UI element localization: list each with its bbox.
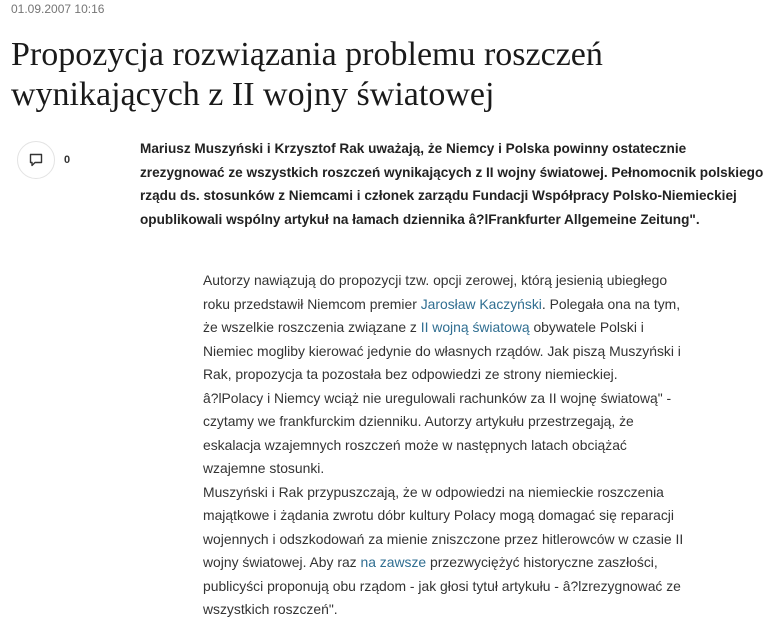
body-line: czytamy we frankfurckim dzienniku. Autorzy artykułu przestrzegają, że	[203, 413, 634, 429]
lead-line: Mariusz Muszyński i Krzysztof Rak uważają, że Niemcy i Polska powinny ostatecznie	[140, 141, 687, 156]
body-line: â?lPolacy i Niemcy wciąż nie uregulowali rachunków za II wojnę światową" -	[203, 389, 672, 406]
comments-button[interactable]	[17, 141, 55, 179]
body-line: wszystkich roszczeń".	[203, 601, 338, 617]
title-line: Propozycja rozwiązania problemu roszczeń	[11, 36, 603, 73]
text-segment: że wszelkie roszczenia związane z	[203, 319, 421, 335]
text-segment: wojny światowej. Aby raz	[203, 554, 361, 570]
body-line: majątkowe i żądania zwrotu dóbr kultury Polacy mogą domagać się reparacji	[203, 507, 674, 523]
body-line: wojennych i odszkodowań za mienie zniszczone przez hitlerowców w czasie II	[203, 530, 684, 547]
comments-widget	[17, 141, 70, 179]
article-date: 01.09.2007 10:16	[11, 2, 105, 16]
text-segment: obywatele Polski i	[529, 319, 644, 335]
link-na-zawsze[interactable]: na zawsze	[360, 554, 427, 570]
article-title	[11, 35, 751, 115]
text-segment: przezwyciężyć historyczne zaszłości,	[426, 554, 658, 570]
body-line: Muszyński i Rak przypuszczają, że w odpowiedzi na niemieckie roszczenia	[203, 483, 664, 500]
lead-line: zrezygnować ze wszystkich roszczeń wynikających z II wojny światowej. Pełnomocnik polskiego	[140, 164, 764, 180]
comment-icon	[28, 152, 44, 168]
lead-line: rządu ds. stosunków z Niemcami i członek zarządu Fundacji Współpracy Polsko-Niemieckiej	[140, 188, 737, 203]
text-segment: . Polegała ona na tym,	[541, 295, 681, 312]
body-line: Rak, propozycja ta pozostała bez odpowiedzi ze strony niemieckiej.	[203, 366, 618, 382]
body-line	[203, 551, 723, 575]
body-line: publicyści proponują obu rządom - jak głosi tytuł artykułu - â?lzrezygnować ze	[203, 577, 681, 594]
body-line	[203, 316, 723, 340]
body-line: Autorzy nawiązują do propozycji tzw. opcji zerowej, którą jesienią ubiegłego	[203, 272, 668, 288]
lead-line: opublikowali wspólny artykuł na łamach dziennika â?lFrankfurter Allgemeine Zeitung".	[140, 211, 700, 227]
body-line	[203, 293, 723, 317]
body-line: wzajemne stosunki.	[203, 460, 325, 476]
article-lead	[140, 137, 780, 231]
text-segment: roku przedstawił Niemcom premier	[203, 295, 421, 312]
body-line: Niemiec mogliby kierować jedynie do własnych rządów. Jak piszą Muszyński i	[203, 342, 681, 359]
link-jaroslaw-kaczynski[interactable]: Jarosław Kaczyński	[420, 295, 542, 312]
article-body	[203, 269, 723, 622]
link-ii-wojna-swiatowa[interactable]: II wojną światową	[420, 319, 530, 335]
comments-count: 0	[64, 154, 71, 166]
title-line: wynikających z II wojny światowej	[11, 76, 495, 113]
body-line: eskalacja wzajemnych roszczeń może w następnych latach obciążać	[203, 436, 627, 453]
